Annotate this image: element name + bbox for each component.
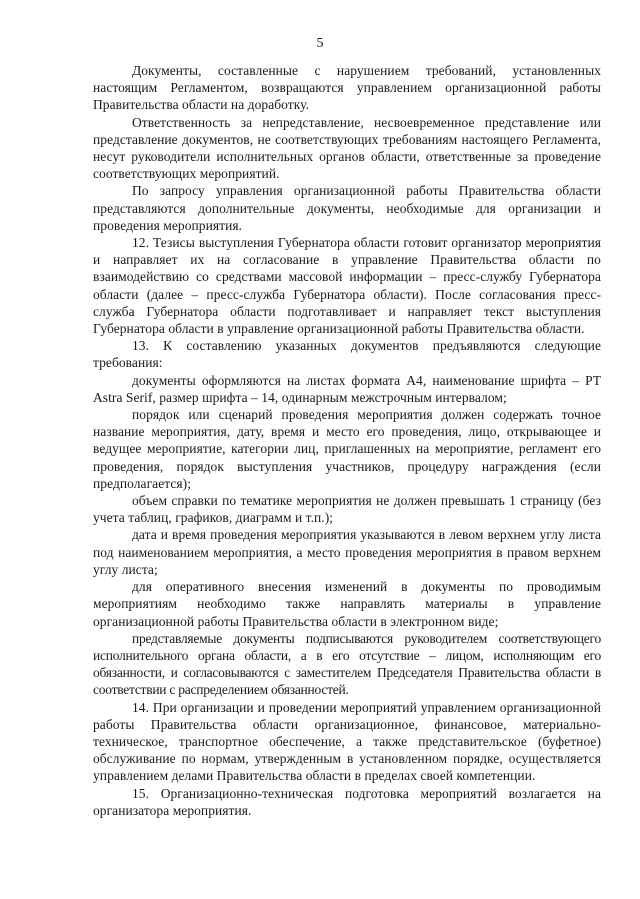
paragraph-responsibility: Ответственность за непредставление, несвоевременное представление или представление документов, не соответствующих требованиям настоящего Регламента, несут руководители исполнительных органов области, ответственные за проведение соответствующих мероприятий. [93, 114, 601, 182]
paragraph-item-12: 12. Тезисы выступления Губернатора области готовит организатор мероприятия и направляет их на согласование в управление Правительства области по взаимодействию со средствами массовой информации – пресс-службу Губернатора области (далее – пресс-служба Губернатора области). После согласования пресс-служба Губернатора области подготавливает и направляет текст выступления Губернатора области в управление организационной работы Правительства области. [93, 235, 601, 337]
paragraph-electronic-materials: для оперативного внесения изменений в документы по проводимым мероприятиям необходимо также направлять материалы в управление организационной работы Правительства области в электронном виде; [93, 579, 601, 629]
paragraph-additional-documents: По запросу управления организационной работы Правительства области представляются дополнительные документы, необходимые для организации и проведения мероприятия. [93, 183, 601, 233]
paragraph-reference-volume: объем справки по тематике мероприятия не должен превышать 1 страницу (без учета таблиц, графиков, диаграмм и т.п.); [93, 493, 601, 526]
paragraph-item-14: 14. При организации и проведении мероприятий управлением организационной работы Правительства области организационное, финансовое, материально-техническое, транспортное обеспечение, а также представительское (буфетное) обслуживание по нормам, утвержденным в установленном порядке, осуществляется управлением делами Правительства области в пределах своей компетенции. [93, 699, 601, 784]
paragraph-signing: представляемые документы подписываются руководителем соответствующего исполнительного органа области, а в его отсутствие – лицом, исполняющим его обязанности, и согласовываются с заместителем Председателя Правительства области в соответствии с распределением обязанностей. [93, 630, 601, 698]
paragraph-format-requirement: документы оформляются на листах формата А4, наименование шрифта – PT Astra Serif, размер шрифта – 14, одинарным межстрочным интервалом; [93, 372, 601, 405]
paragraph-item-15: 15. Организационно-техническая подготовка мероприятий возлагается на организатора мероприятия. [93, 785, 601, 818]
page-number: 5 [316, 36, 324, 51]
document-body [93, 62, 601, 819]
paragraph-item-13: 13. К составлению указанных документов предъявляются следующие требования: [93, 338, 601, 371]
paragraph-scenario-requirement: порядок или сценарий проведения мероприятия должен содержать точное название мероприятия, дату, время и место его проведения, лицо, открывающее и ведущее мероприятие, категории лиц, приглашенных на мероприятие, регламент его проведения, порядок выступления участников, процедуру награждения (если предполагается); [93, 407, 601, 491]
paragraph-date-placement: дата и время проведения мероприятия указываются в левом верхнем углу листа под наименованием мероприятия, а место проведения мероприятия в правом верхнем углу листа; [93, 527, 601, 577]
paragraph-returned-documents: Документы, составленные с нарушением требований, установленных настоящим Регламентом, возвращаются управлением организационной работы Правительства области на доработку. [93, 63, 601, 113]
